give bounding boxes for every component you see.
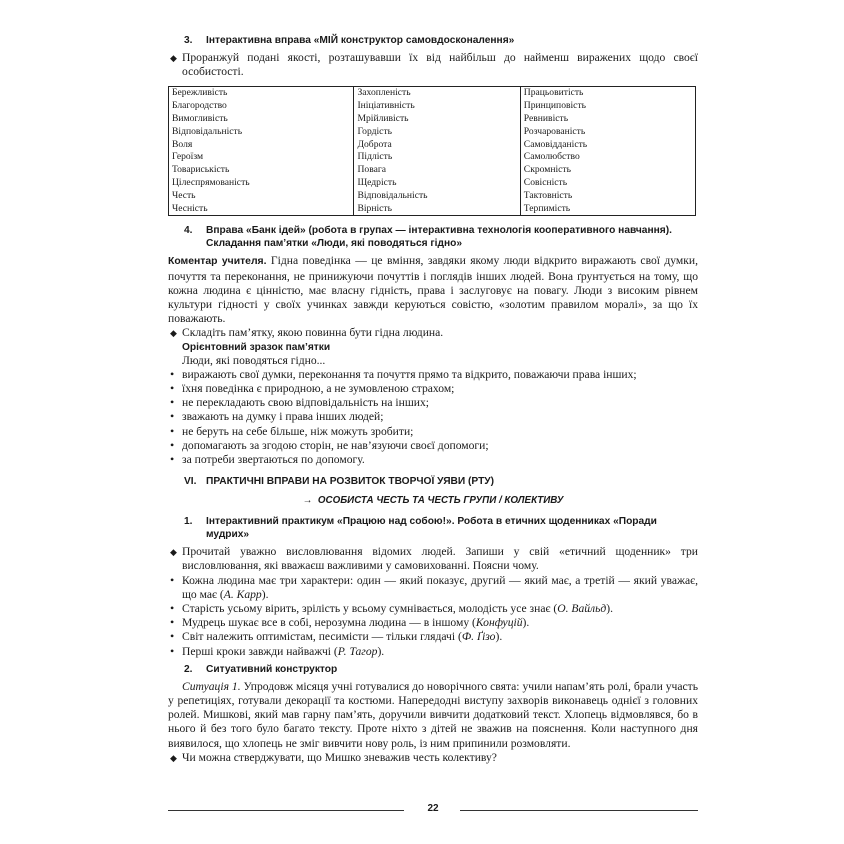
page-content <box>168 34 698 765</box>
list-item <box>168 425 698 439</box>
list-item-text: за потреби звертаються по допомогу. <box>182 453 365 467</box>
table-cell: Цілеспрямованість <box>169 177 354 190</box>
qualities-table <box>168 86 696 216</box>
bullet-icon: • <box>170 437 175 452</box>
page-footer <box>168 803 698 817</box>
diamond-bullet-icon: ◆ <box>170 53 177 63</box>
table-row <box>169 87 696 100</box>
table-cell: Воля <box>169 139 354 152</box>
section-6-2-heading <box>168 663 698 676</box>
memo-list <box>168 368 698 467</box>
page-number: 22 <box>427 803 439 814</box>
list-item-text: зважають на думку і права інших людей; <box>182 410 384 424</box>
task-text: Проранжуй подані якості, розташувавши їх від найбільш до найменш виражених щодо своєї особистості. <box>182 51 698 79</box>
section-4-heading <box>168 224 698 237</box>
quote-text: Старість усьому вірить, зрілість у всьому сумнівається, молодість усе знає ( <box>182 602 558 616</box>
table-cell: Мрійливість <box>354 113 520 126</box>
list-item-text: допомагають за згодою сторін, не нав’язуючи своєї допомоги; <box>182 438 489 452</box>
table-cell: Розчарованість <box>520 126 695 139</box>
quote-text: Мудрець шукає все в собі, нерозумна людина — в іншому ( <box>182 616 476 630</box>
section-subtitle: Складання пам’ятки «Люди, які поводяться гідно» <box>206 238 462 250</box>
section-title: Вправа «Банк ідей» (робота в групах — інтерактивна технологія кооперативного навчання). <box>206 225 672 237</box>
list-item-text: не перекладають свою відповідальність на інших; <box>182 396 429 410</box>
table-cell: Героїзм <box>169 151 354 164</box>
list-item <box>168 439 698 453</box>
quote-text: Кожна людина має три характери: один — який показує, другий — який має, а третій — який уважає, що має ( <box>182 573 698 601</box>
task-item <box>168 545 698 573</box>
table-row <box>169 151 696 164</box>
quote-text: Перші кроки завжди найважчі ( <box>182 644 338 658</box>
list-item <box>168 645 698 659</box>
situation-label: Ситуація 1. <box>182 679 241 693</box>
bullet-icon: • <box>170 629 175 644</box>
diamond-bullet-icon: ◆ <box>170 328 177 339</box>
quote-text: Світ належить оптимістам, песимісти — тільки глядачі ( <box>182 630 462 644</box>
table-row <box>169 113 696 126</box>
table-cell: Підлість <box>354 151 520 164</box>
teacher-comment <box>168 254 698 326</box>
section-number: 3. <box>184 35 193 46</box>
table-cell: Бережливість <box>169 87 354 100</box>
section-title: Інтерактивний практикум «Працюю над собою!». Робота в етичних щоденниках «Поради мудрих» <box>206 516 657 541</box>
table-cell: Товариськість <box>169 164 354 177</box>
arrow-right-icon: → <box>302 495 313 507</box>
table-row <box>169 126 696 139</box>
situation-body: Упродовж місяця учні готувалися до новорічного свята: учили напам’ять ролі, брали участь у репетиціях, готували декорації та костюми. Напередодні виступу захворів виконавець однієї з головних ролей. Мишкові, який мав гарну пам’ять, доручили вивчити додатковий текст. Хлопець відмовлявся, бо в нього й без того було багато тексту. Проте ніхто з дітей не зважив на пояснення. Коли наступного дня виявилося, що хлопець не зміг вивчити нову роль, із ним припинили розмовляти. <box>168 679 699 750</box>
list-item <box>168 602 698 616</box>
table-cell: Честь <box>169 190 354 203</box>
section-number: 4. <box>184 225 193 237</box>
section-4-subheading <box>168 237 698 250</box>
sample-intro <box>168 354 698 368</box>
footer-line-right <box>460 810 698 811</box>
list-item <box>168 382 698 396</box>
table-cell: Самовідданість <box>520 139 695 152</box>
comment-label: Коментар учителя. <box>168 256 267 268</box>
table-cell: Вірність <box>354 203 520 216</box>
quote-author: Конфуцій <box>475 616 523 630</box>
table-row <box>169 203 696 216</box>
section-number: VI. <box>184 476 197 488</box>
bullet-icon: • <box>170 452 175 467</box>
table-cell: Ініціативність <box>354 100 520 113</box>
table-cell: Повага <box>354 164 520 177</box>
diamond-bullet-icon: ◆ <box>170 752 177 763</box>
sample-label <box>168 341 698 354</box>
list-item-text: виражають свої думки, переконання та почуття прямо та відкрито, поважаючи права інших; <box>182 367 637 381</box>
table-row <box>169 139 696 152</box>
table-cell: Працьовитість <box>520 87 695 100</box>
section-6-1-heading <box>168 515 698 541</box>
subtitle-text: ОСОБИСТА ЧЕСТЬ ТА ЧЕСТЬ ГРУПИ / КОЛЕКТИВУ <box>317 495 564 507</box>
list-item <box>168 368 698 382</box>
list-item <box>168 616 698 630</box>
quote-author: О. Вайльд <box>557 602 607 616</box>
list-item-text: їхня поведінка є природною, а не зумовленою страхом; <box>182 382 455 395</box>
section-title: Інтерактивна вправа «МІЙ конструктор самовдосконалення» <box>206 35 515 46</box>
situation-text <box>168 680 698 751</box>
question-item <box>168 751 698 765</box>
quote-end: ). <box>261 587 269 601</box>
bullet-icon: • <box>170 409 175 424</box>
section-number: 2. <box>184 663 193 675</box>
table-cell: Гордість <box>354 126 520 139</box>
sample-label-text: Орієнтовний зразок пам’ятки <box>182 341 331 353</box>
task-text: Прочитай уважно висловлювання відомих людей. Запиши у свій «етичний щоденник» три висловлювання, які вважаєш важливими у самовихованні. Поясни чому. <box>182 545 698 573</box>
section-3-heading <box>168 34 698 47</box>
quotes-list <box>168 574 698 659</box>
list-item <box>168 630 698 644</box>
task-item <box>168 326 698 340</box>
table-row <box>169 164 696 177</box>
bullet-icon: • <box>170 381 175 395</box>
list-item <box>168 396 698 410</box>
table-cell: Ревнивість <box>520 113 695 126</box>
bullet-icon: • <box>170 615 175 630</box>
task-item <box>168 51 698 79</box>
table-cell: Захопленість <box>354 87 520 100</box>
table-cell: Доброта <box>354 139 520 152</box>
quote-end: ). <box>522 616 530 630</box>
quote-end: ). <box>606 602 614 616</box>
list-item <box>168 574 698 602</box>
bullet-icon: • <box>170 423 175 438</box>
diamond-bullet-icon: ◆ <box>170 547 177 558</box>
section-6-subtitle <box>168 494 698 507</box>
quote-author: А. Карр <box>223 587 262 601</box>
table-cell: Тактовність <box>520 190 695 203</box>
table-cell: Скромність <box>520 164 695 177</box>
quote-author: Ф. Ґізо <box>461 630 496 644</box>
quote-author: Р. Тагор <box>337 644 378 658</box>
section-6-heading <box>168 475 698 488</box>
list-item <box>168 410 698 424</box>
bullet-icon: • <box>170 366 175 381</box>
table-cell: Відповідальність <box>169 126 354 139</box>
list-item-text: не беруть на себе більше, ніж можуть зробити; <box>182 424 414 438</box>
table-cell: Терпимість <box>520 203 695 216</box>
table-cell: Самолюбство <box>520 151 695 164</box>
table-row <box>169 100 696 113</box>
table-cell: Вимогливість <box>169 113 354 126</box>
table-cell: Чесність <box>169 203 354 216</box>
quote-end: ). <box>377 644 385 658</box>
quote-end: ). <box>495 630 503 644</box>
table-cell: Щедрість <box>354 177 520 190</box>
task-text: Складіть пам’ятку, якою повинна бути гідна людина. <box>182 326 444 340</box>
bullet-icon: • <box>170 395 175 410</box>
table-row <box>169 177 696 190</box>
table-cell: Принциповість <box>520 100 695 113</box>
table-cell: Благородство <box>169 100 354 113</box>
table-cell: Відповідальність <box>354 190 520 203</box>
comment-text: Гідна поведінка — це вміння, завдяки якому люди відкрито виражають свої думки, почуття та переконання, не принижуючи почуттів і поглядів інших людей. Вона ґрунтується на тому, що кожна людина є цінністю, має власну гідність, права і заслуговує на повагу. Люди з високим рівнем культури гідності у своїх учинках завжди керуються совістю, «золотим правилом моралі», за що їх поважають. <box>168 254 698 326</box>
section-title: ПРАКТИЧНІ ВПРАВИ НА РОЗВИТОК ТВОРЧОЇ УЯВИ (РТУ) <box>206 476 495 488</box>
list-item <box>168 453 698 467</box>
table-row <box>169 190 696 203</box>
sample-intro-text: Люди, які поводяться гідно... <box>182 353 326 367</box>
section-number: 1. <box>184 516 193 528</box>
bullet-icon: • <box>170 643 175 658</box>
question-text: Чи можна стверджувати, що Мишко зневажив честь колективу? <box>182 750 497 764</box>
table-cell: Совісність <box>520 177 695 190</box>
bullet-icon: • <box>170 572 175 587</box>
section-title: Ситуативний конструктор <box>206 663 338 675</box>
bullet-icon: • <box>170 601 175 616</box>
